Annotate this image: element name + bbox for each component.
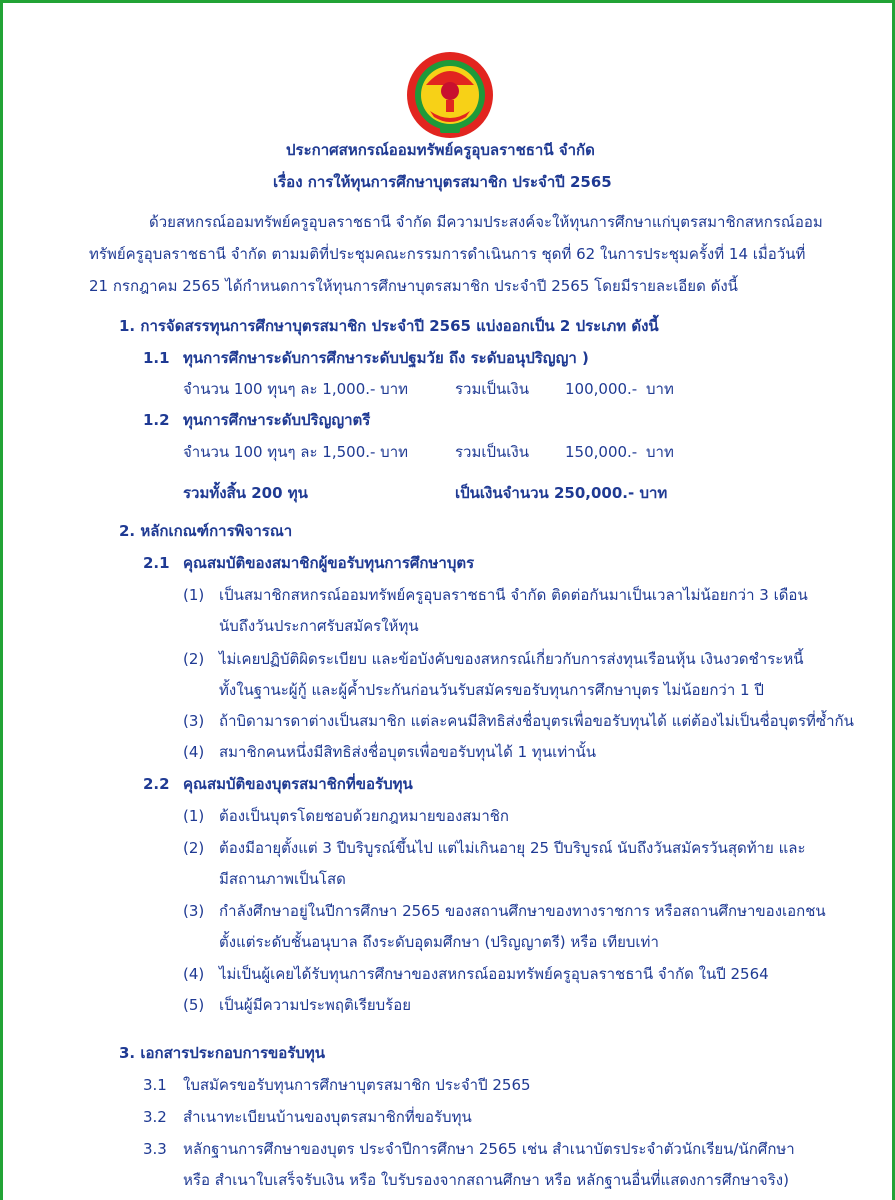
section-2-2-number: 2.2 [143,775,170,793]
list-item-text: ไม่เป็นผู้เคยได้รับทุนการศึกษาของสหกรณ์ออมทรัพย์ครูอุบลราชธานี จำกัด ในปี 2564 [219,965,769,983]
list-item-number: 3.2 [143,1108,167,1126]
section-2-heading: 2. หลักเกณฑ์การพิจารณา [119,522,293,540]
list-item-text: ไม่เคยปฏิบัติผิดระเบียบ และข้อบังคับของสหกรณ์เกี่ยวกับการส่งทุนเรือนหุ้น เงินงวดชำระหนี้ [219,650,804,668]
section-3-heading: 3. เอกสารประกอบการขอรับทุน [119,1044,326,1062]
section-1-1-total-amount: 100,000.- [565,380,638,398]
list-item-text-continued: หรือ สำเนาใบเสร็จรับเงิน หรือ ใบรับรองจากสถานศึกษา หรือ หลักฐานอื่นที่แสดงการศึกษาจริง) [183,1171,789,1189]
list-item-number: (3) [183,712,205,730]
section-1-1-title: ทุนการศึกษาระดับการศึกษาระดับปฐมวัย ถึง ระดับอนุปริญญา ) [183,349,589,367]
intro-line-1: ด้วยสหกรณ์ออมทรัพย์ครูอุบลราชธานี จำกัด มีความประสงค์จะให้ทุนการศึกษาแก่บุตรสมาชิกสหกรณ์ออม [149,213,823,231]
list-item-text: เป็นสมาชิกสหกรณ์ออมทรัพย์ครูอุบลราชธานี จำกัด ติดต่อกันมาเป็นเวลาไม่น้อยกว่า 3 เดือน [219,586,808,604]
list-item-number: (1) [183,586,205,604]
list-item-text-continued: ตั้งแต่ระดับชั้นอนุบาล ถึงระดับอุดมศึกษา (ปริญญาตรี) หรือ เทียบเท่า [219,933,659,951]
list-item-number: 3.3 [143,1140,167,1158]
list-item-text-continued: นับถึงวันประกาศรับสมัครให้ทุน [219,617,419,635]
announcement-subject: เรื่อง การให้ทุนการศึกษาบุตรสมาชิก ประจำปี 2565 [273,173,612,191]
announcement-title: ประกาศสหกรณ์ออมทรัพย์ครูอุบลราชธานี จำกัด [286,141,595,159]
section-1-2-baht: บาท [646,443,674,461]
list-item-number: (5) [183,996,205,1014]
section-2-2-title: คุณสมบัติของบุตรสมาชิกที่ขอรับทุน [183,775,413,793]
intro-line-2: ทรัพย์ครูอุบลราชธานี จำกัด ตามมติที่ประชุมคณะกรรมการดำเนินการ ชุดที่ 62 ในการประชุมครั้งที่ 14 เมื่อวันที่ [89,245,806,263]
list-item-text: สมาชิกคนหนึ่งมีสิทธิส่งชื่อบุตรเพื่อขอรับทุนได้ 1 ทุนเท่านั้น [219,743,597,761]
list-item-text-continued: ทั้งในฐานะผู้กู้ และผู้ค้ำประกันก่อนวันรับสมัครขอรับทุนการศึกษาบุตร ไม่น้อยกว่า 1 ปี [219,681,764,699]
section-1-2-number: 1.2 [143,411,170,429]
grand-total-label: รวมทั้งสิ้น 200 ทุน [183,484,308,502]
cooperative-logo [406,51,494,139]
section-2-1-number: 2.1 [143,554,170,572]
section-1-1-count: จำนวน 100 ทุนๆ ละ 1,000.- บาท [183,380,409,398]
list-item-number: (2) [183,650,205,668]
grand-total-amount: เป็นเงินจำนวน 250,000.- บาท [455,484,668,502]
list-item-number: 3.1 [143,1076,167,1094]
section-1-1-number: 1.1 [143,349,170,367]
section-1-2-count: จำนวน 100 ทุนๆ ละ 1,500.- บาท [183,443,409,461]
list-item-text: ถ้าบิดามารดาต่างเป็นสมาชิก แต่ละคนมีสิทธิส่งชื่อบุตรเพื่อขอรับทุนได้ แต่ต้องไม่เป็นชื่อบุตรที่ซ้ำกัน [219,712,854,730]
list-item-number: (4) [183,965,205,983]
list-item-text: ต้องเป็นบุตรโดยชอบด้วยกฎหมายของสมาชิก [219,807,510,825]
list-item-text: ต้องมีอายุตั้งแต่ 3 ปีบริบูรณ์ขึ้นไป แต่ไม่เกินอายุ 25 ปีบริบูรณ์ นับถึงวันสมัครวันสุดท้าย และ [219,839,806,857]
list-item-number: (3) [183,902,205,920]
section-1-1-total-label: รวมเป็นเงิน [455,380,529,398]
section-1-2-total-label: รวมเป็นเงิน [455,443,529,461]
section-1-1-baht: บาท [646,380,674,398]
section-1-2-title: ทุนการศึกษาระดับปริญญาตรี [183,411,371,429]
list-item-number: (1) [183,807,205,825]
list-item-text: ใบสมัครขอรับทุนการศึกษาบุตรสมาชิก ประจำปี 2565 [183,1076,531,1094]
section-2-1-title: คุณสมบัติของสมาชิกผู้ขอรับทุนการศึกษาบุตร [183,554,475,572]
list-item-number: (4) [183,743,205,761]
list-item-text: เป็นผู้มีความประพฤติเรียบร้อย [219,996,412,1014]
list-item-text: กำลังศึกษาอยู่ในปีการศึกษา 2565 ของสถานศึกษาของทางราชการ หรือสถานศึกษาของเอกชน [219,902,826,920]
list-item-number: (2) [183,839,205,857]
list-item-text: สำเนาทะเบียนบ้านของบุตรสมาชิกที่ขอรับทุน [183,1108,472,1126]
intro-line-3: 21 กรกฎาคม 2565 ได้กำหนดการให้ทุนการศึกษาบุตรสมาชิก ประจำปี 2565 โดยมีรายละเอียด ดังนี้ [89,277,738,295]
list-item-text: หลักฐานการศึกษาของบุตร ประจำปีการศึกษา 2565 เช่น สำเนาบัตรประจำตัวนักเรียน/นักศึกษา [183,1140,795,1158]
section-1-heading: 1. การจัดสรรทุนการศึกษาบุตรสมาชิก ประจำปี 2565 แบ่งออกเป็น 2 ประเภท ดังนี้ [119,317,659,335]
list-item-text-continued: มีสถานภาพเป็นโสด [219,870,346,888]
section-1-2-total-amount: 150,000.- [565,443,638,461]
